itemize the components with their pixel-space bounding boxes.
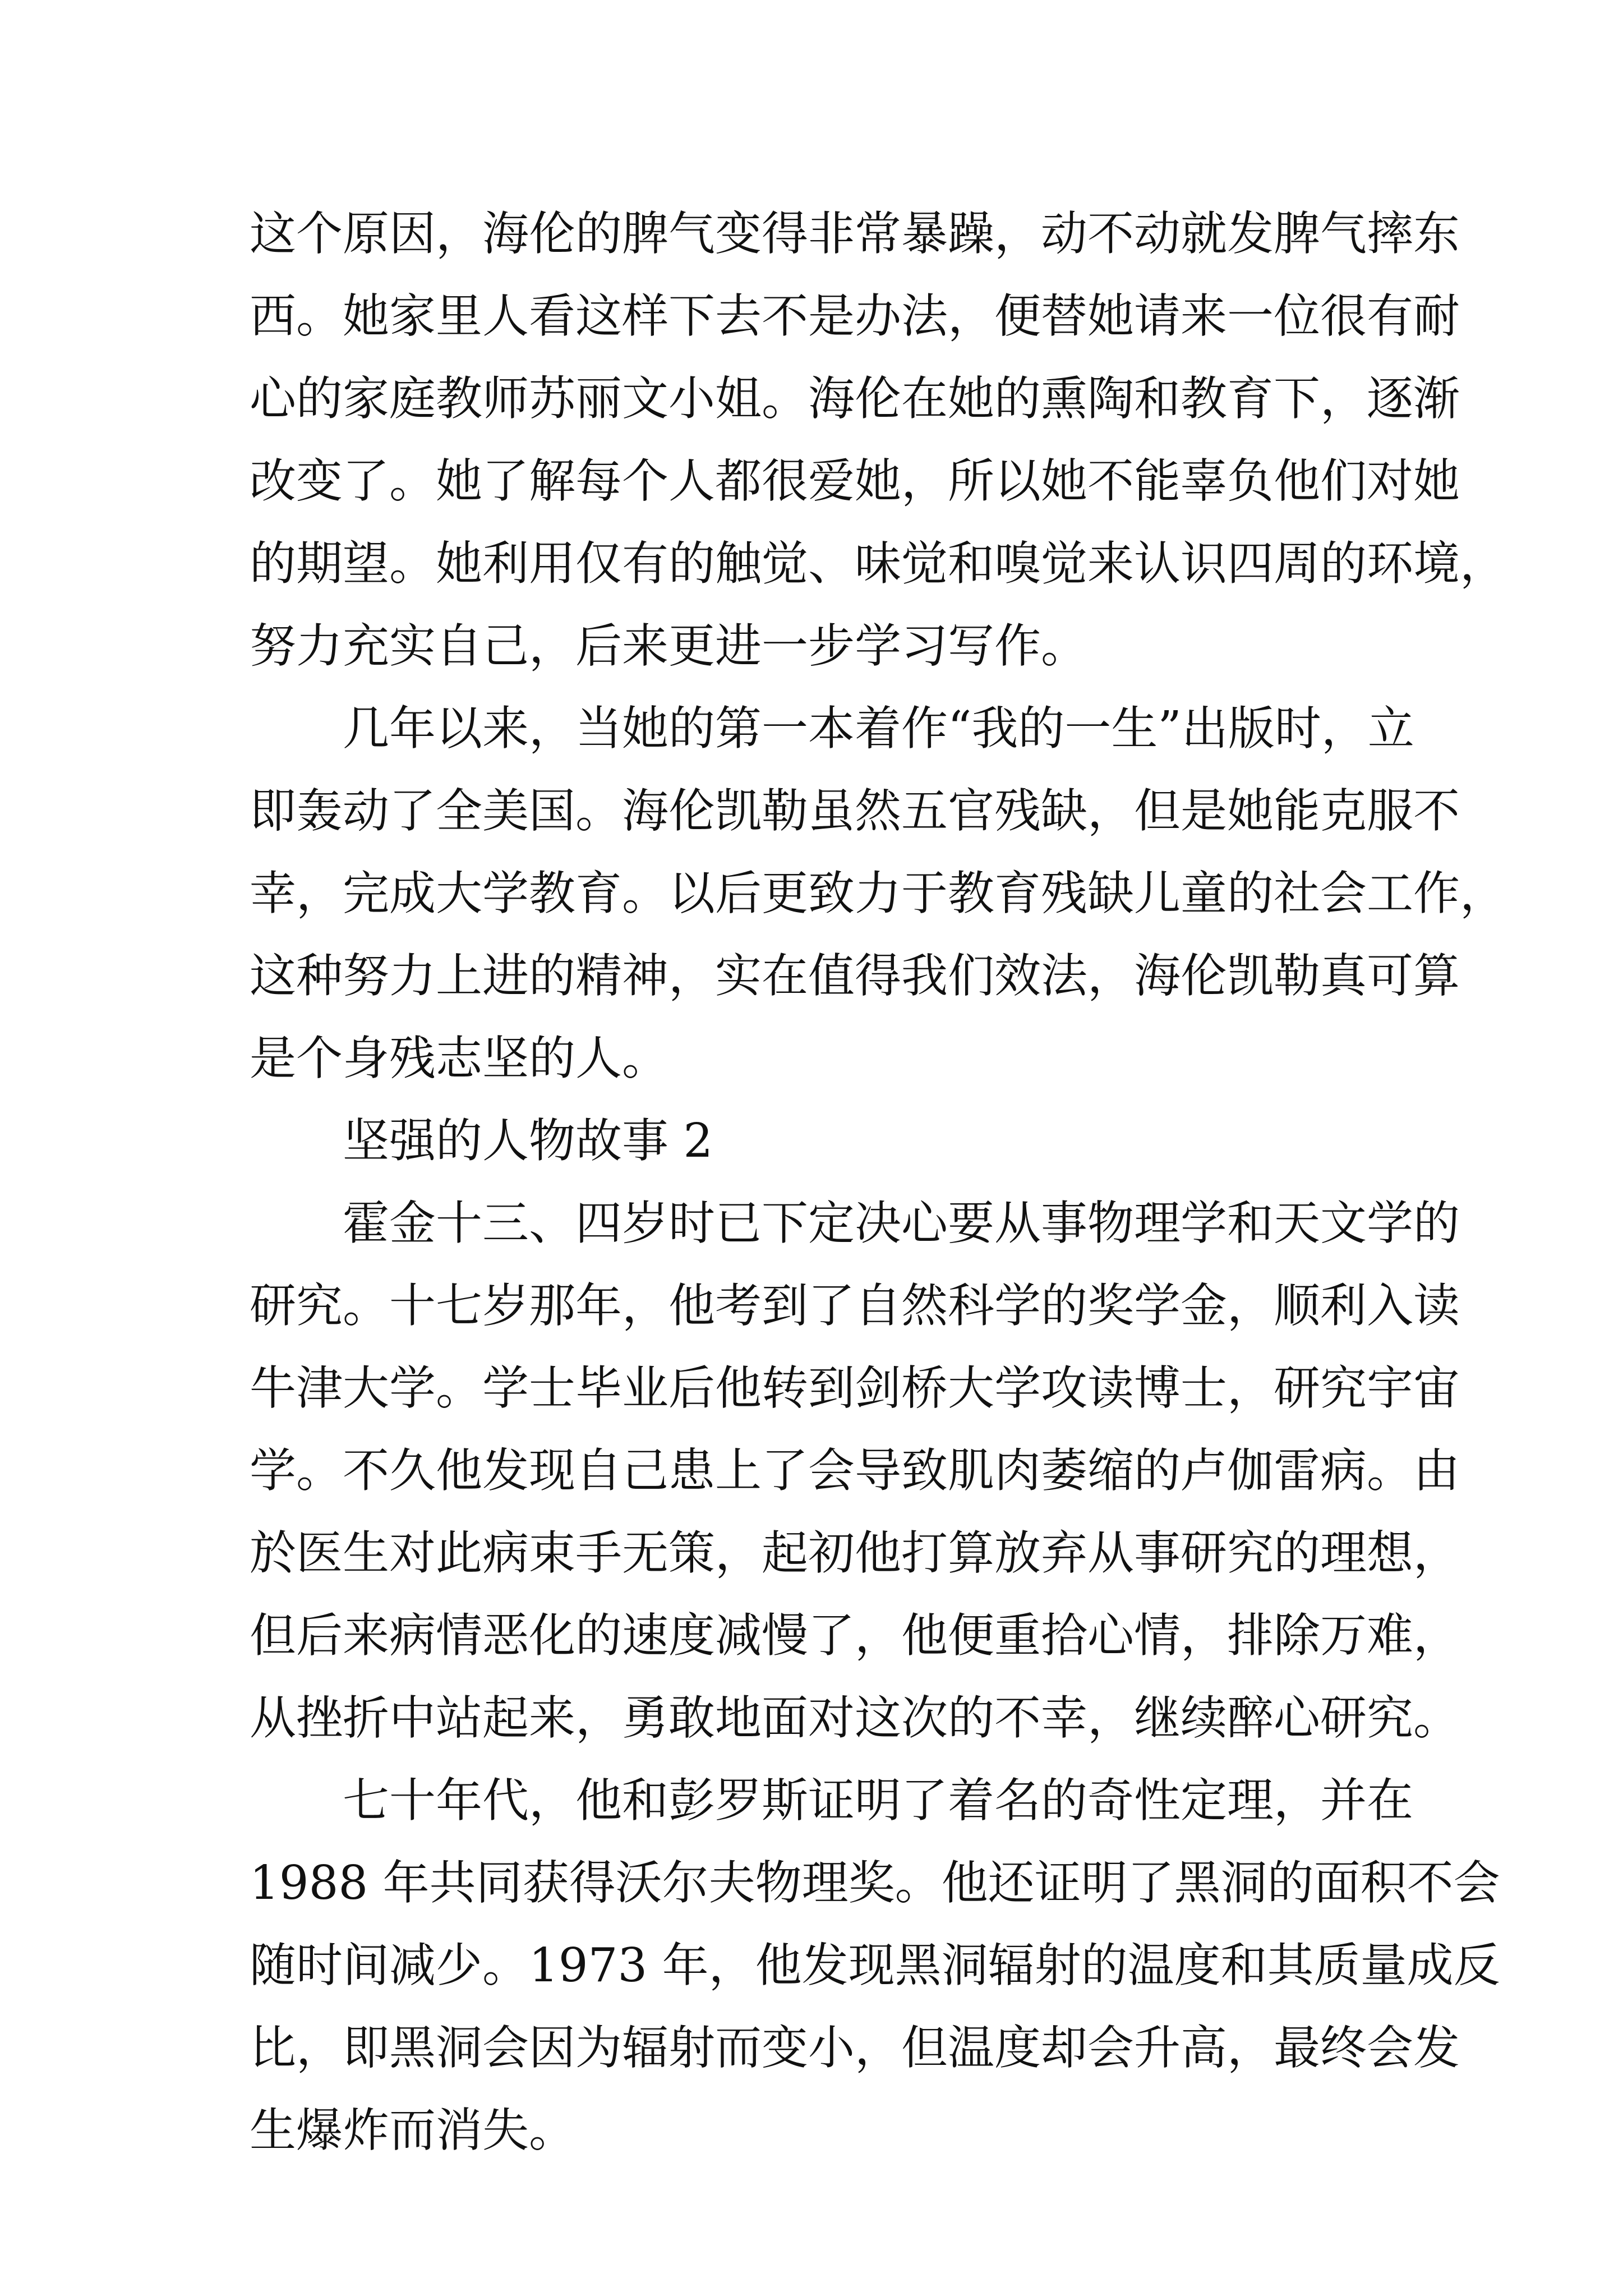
paragraph-helen-keller-book	[250, 687, 1506, 1099]
text-line: 研究。十七岁那年，他考到了自然科学的奖学金，顺利入读	[250, 1278, 1460, 1333]
text-line: 随时间减少。1973 年，他发现黑洞辐射的温度和其质量成反	[250, 1938, 1500, 1993]
text-line: 这个原因，海伦的脾气变得非常暴躁，动不动就发脾气摔东	[250, 206, 1460, 261]
paragraph-helen-keller-continued	[250, 192, 1506, 687]
text-line: 即轰动了全美国。海伦凯勒虽然五官残缺，但是她能克服不	[250, 784, 1460, 838]
text-line: 但后来病情恶化的速度减慢了，他便重拾心情，排除万难，	[250, 1608, 1460, 1663]
text-line: 1988 年共同获得沃尔夫物理奖。他还证明了黑洞的面积不会	[250, 1856, 1500, 1910]
text-line: 霍金十三、四岁时已下定决心要从事物理学和天文学的	[343, 1196, 1460, 1250]
text-line: 是个身残志坚的人。	[250, 1031, 668, 1085]
text-line: 心的家庭教师苏丽文小姐。海伦在她的熏陶和教育下，逐渐	[250, 371, 1460, 426]
section-heading-text: 坚强的人物故事 2	[343, 1114, 713, 1168]
text-line: 从挫折中站起来，勇敢地面对这次的不幸，继续醉心研究。	[250, 1691, 1460, 1745]
text-line: 牛津大学。学士毕业后他转到剑桥大学攻读博士，研究宇宙	[250, 1361, 1460, 1415]
text-line: 西。她家里人看这样下去不是办法，便替她请来一位很有耐	[250, 289, 1460, 343]
section-heading	[250, 1099, 1388, 1182]
text-line: 七十年代，他和彭罗斯证明了着名的奇性定理，并在	[343, 1773, 1413, 1828]
text-line: 学。不久他发现自己患上了会导致肌肉萎缩的卢伽雷病。由	[250, 1443, 1460, 1498]
text-line: 生爆炸而消失。	[250, 2103, 575, 2157]
text-line: 几年以来，当她的第一本着作“我的一生”出版时，立	[343, 701, 1414, 756]
paragraph-hawking-biography	[250, 1182, 1460, 1759]
text-line: 这种努力上进的精神，实在值得我们效法，海伦凯勒真可算	[250, 949, 1460, 1003]
text-line: 改变了。她了解每个人都很爱她，所以她不能辜负他们对她	[250, 454, 1460, 508]
paragraph-hawking-research	[250, 1759, 1500, 2171]
text-line: 的期望。她利用仅有的触觉、味觉和嗅觉来认识四周的环境，	[250, 536, 1506, 591]
text-line: 於医生对此病束手无策，起初他打算放弃从事研究的理想，	[250, 1526, 1460, 1580]
text-line: 幸，完成大学教育。以后更致力于教育残缺儿童的社会工作，	[250, 866, 1506, 921]
text-line: 努力充实自己，后来更进一步学习写作。	[250, 619, 1087, 673]
text-line: 比，即黑洞会因为辐射而变小，但温度却会升高，最终会发	[250, 2021, 1460, 2075]
